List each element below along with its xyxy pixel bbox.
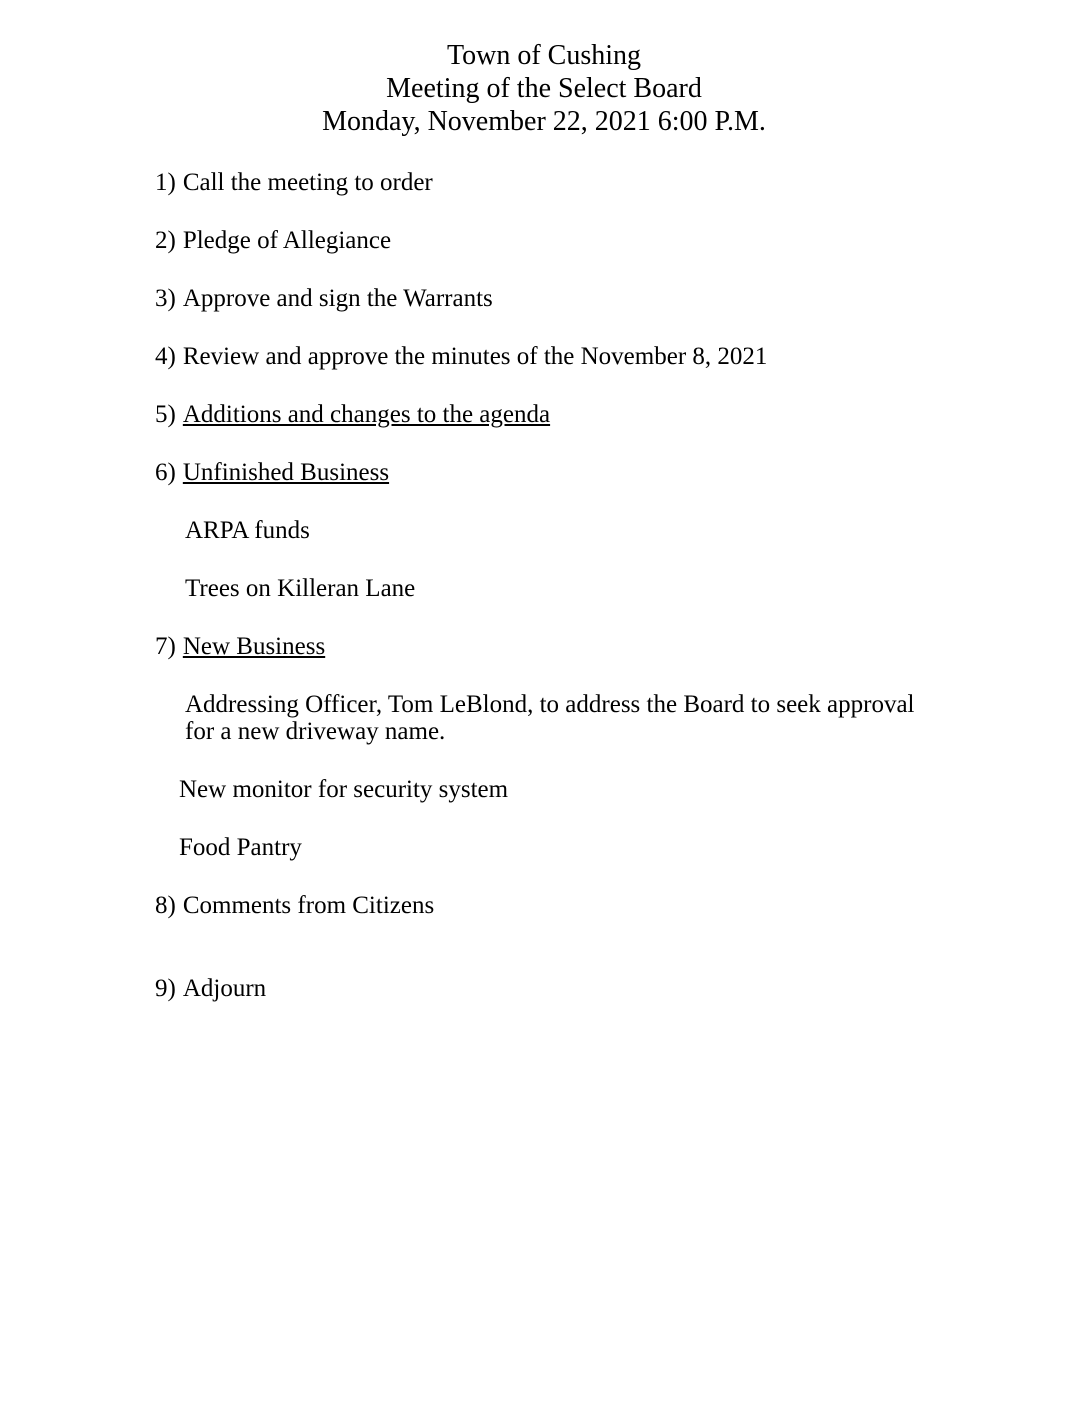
agenda-item-number: 5) xyxy=(155,401,176,428)
agenda-item-text: Call the meeting to order xyxy=(182,169,433,196)
agenda-item-4 xyxy=(155,343,1028,370)
agenda-item-number: 9) xyxy=(155,975,176,1002)
agenda-item-text: Approve and sign the Warrants xyxy=(182,285,493,312)
agenda-item-number: 7) xyxy=(155,633,176,660)
agenda-item-3 xyxy=(155,285,1028,312)
agenda-item-number: 2) xyxy=(155,227,176,254)
agenda-item-number: 4) xyxy=(155,343,176,370)
agenda-item-5 xyxy=(155,401,1028,428)
agenda-item-text: Unfinished Business xyxy=(182,459,390,486)
agenda-item-text: New Business xyxy=(182,633,326,660)
agenda-item-text: Comments from Citizens xyxy=(182,892,435,919)
agenda-subitem-text: ARPA funds xyxy=(185,517,310,544)
agenda-item-text: Adjourn xyxy=(182,975,267,1002)
agenda-subitem-arpa-funds xyxy=(155,517,1028,544)
agenda-subitem-trees-killeran-lane xyxy=(155,575,1028,602)
agenda-item-6 xyxy=(155,459,1028,486)
agenda-subitem-text: New monitor for security system xyxy=(179,776,509,803)
agenda-item-8 xyxy=(155,892,1028,919)
agenda-subitem-addressing-officer xyxy=(155,691,935,745)
agenda-item-text: Pledge of Allegiance xyxy=(182,227,392,254)
agenda-item-number: 8) xyxy=(155,892,176,919)
agenda-subitem-text: Trees on Killeran Lane xyxy=(185,575,416,602)
agenda-subitem-text: Addressing Officer, Tom LeBlond, to address the Board to seek approval for a new driveway name. xyxy=(185,691,915,745)
agenda-item-1 xyxy=(155,169,1028,196)
agenda-subitem-text: Food Pantry xyxy=(179,834,302,861)
agenda-item-number: 1) xyxy=(155,169,176,196)
agenda-item-text: Additions and changes to the agenda xyxy=(182,401,551,428)
agenda-item-7 xyxy=(155,633,1028,660)
agenda-item-9 xyxy=(155,975,1028,1002)
document-subtitle: Meeting of the Select Board xyxy=(386,73,702,104)
agenda-subitem-food-pantry xyxy=(155,834,1028,861)
document-title: Town of Cushing xyxy=(446,40,642,71)
agenda-item-2 xyxy=(155,227,1028,254)
agenda-item-number: 6) xyxy=(155,459,176,486)
document-date-line: Monday, November 22, 2021 6:00 P.M. xyxy=(322,106,766,137)
agenda-item-text: Review and approve the minutes of the November 8, 2021 xyxy=(182,343,768,370)
document-header xyxy=(0,0,1088,138)
agenda-item-number: 3) xyxy=(155,285,176,312)
agenda-body xyxy=(155,169,1028,1002)
agenda-subitem-security-monitor xyxy=(155,776,1028,803)
